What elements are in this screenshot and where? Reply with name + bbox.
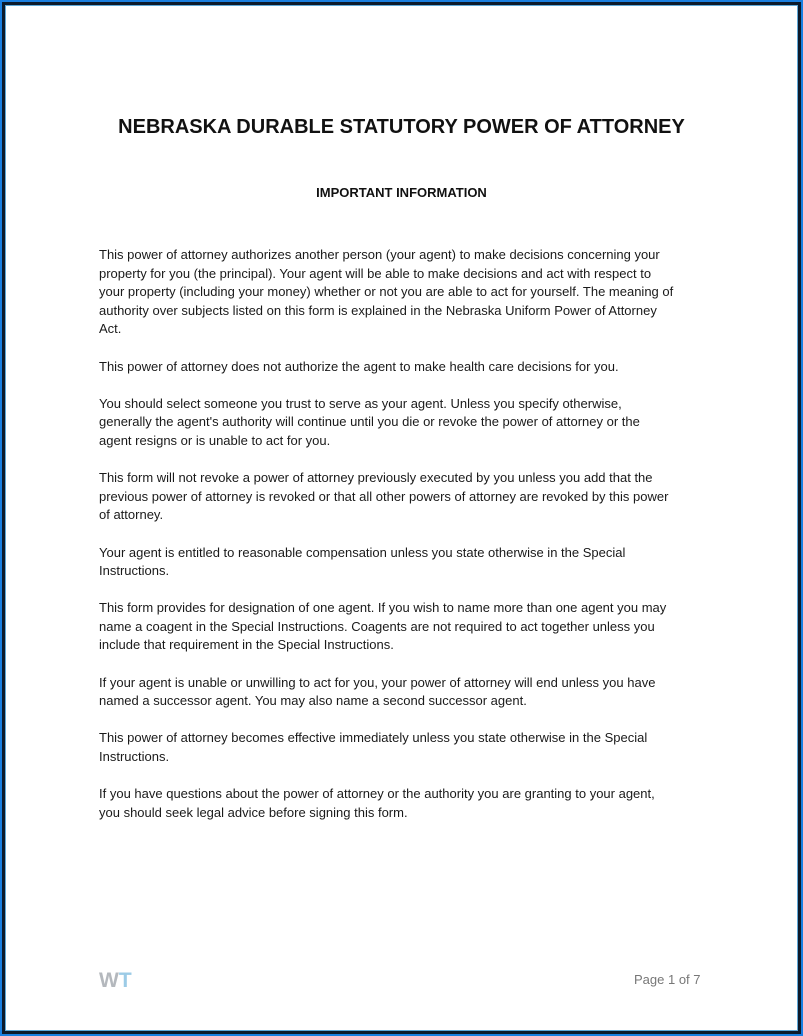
paragraph: [99, 395, 739, 451]
paragraph-line: This form provides for designation of one agent. If you wish to name more than one agent you may: [99, 600, 667, 616]
paragraph-line: This power of attorney does not authorize the agent to make health care decisions for you.: [99, 358, 619, 374]
paragraph-line: Instructions.: [99, 749, 170, 765]
paragraph-line: named a successor agent. You may also name a second successor agent.: [99, 693, 527, 709]
paragraph: [99, 729, 739, 766]
paragraph-line: Your agent is entitled to reasonable compensation unless you state otherwise in the Special: [99, 544, 626, 560]
document-title: NEBRASKA DURABLE STATUTORY POWER OF ATTORNEY: [118, 116, 685, 138]
paragraph: [99, 469, 739, 525]
paragraph: [99, 674, 739, 711]
paragraph-line: Instructions.: [99, 563, 170, 579]
paragraph: [99, 246, 739, 339]
paragraph: [99, 544, 739, 581]
paragraph-line: previous power of attorney is revoked or that all other powers of attorney are revoked by this power: [99, 488, 669, 504]
paragraph-line: include that requirement in the Special Instructions.: [99, 637, 394, 653]
paragraph-line: If you have questions about the power of attorney or the authority you are granting to your agent,: [99, 786, 655, 802]
paragraph-line: generally the agent's authority will continue until you die or revoke the power of attorney or the: [99, 414, 640, 430]
paragraph-line: name a coagent in the Special Instructions. Coagents are not required to act together unless you: [99, 618, 655, 634]
paragraph-line: you should seek legal advice before signing this form.: [99, 804, 408, 820]
paragraph: [99, 599, 739, 655]
document-page: [6, 6, 797, 1030]
paragraph-line: This power of attorney authorizes another person (your agent) to make decisions concerning your: [99, 247, 660, 262]
section-heading: IMPORTANT INFORMATION: [316, 185, 487, 200]
page-number: Page 1 of 7: [634, 972, 701, 987]
paragraph: [99, 358, 739, 377]
paragraph: [99, 785, 739, 822]
logo-w: W: [99, 969, 119, 992]
paragraph-line: This form will not revoke a power of attorney previously executed by you unless you add that the: [99, 470, 653, 486]
paragraph-line: Act.: [99, 321, 122, 337]
paragraph-line: If your agent is unable or unwilling to act for you, your power of attorney will end unless you have: [99, 674, 656, 690]
wt-logo: [99, 969, 132, 993]
paragraph-line: property for you (the principal). Your agent will be able to make decisions and act with respect to: [99, 265, 652, 281]
paragraph-line: You should select someone you trust to serve as your agent. Unless you specify otherwise,: [99, 395, 622, 411]
paragraph-line: authority over subjects listed on this form is explained in the Nebraska Uniform Power of Attorney: [99, 302, 657, 318]
logo-t: T: [118, 969, 132, 992]
paragraph-line: This power of attorney becomes effective immediately unless you state otherwise in the Special: [99, 730, 648, 746]
paragraph-line: of attorney.: [99, 507, 164, 523]
paragraph-line: agent resigns or is unable to act for you.: [99, 432, 331, 448]
document-body: [99, 246, 739, 841]
paragraph-line: your property (including your money) whether or not you are able to act for yourself. The meaning of: [99, 284, 674, 300]
